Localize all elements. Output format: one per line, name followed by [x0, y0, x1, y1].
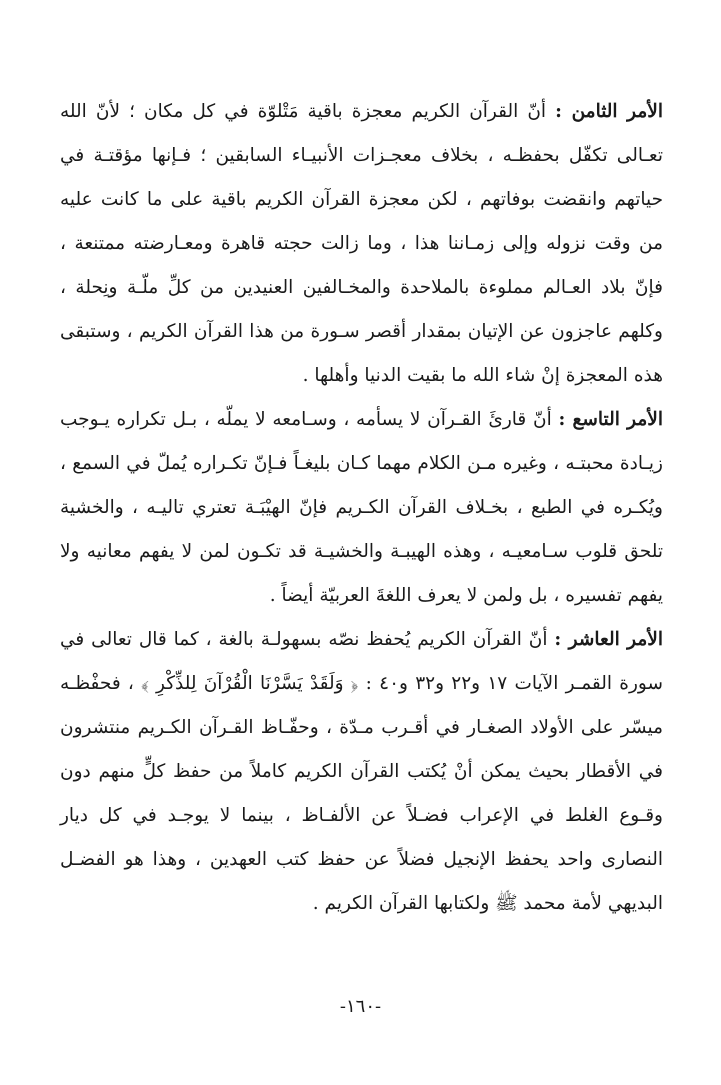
paragraph-text: ﴾ ، فحفْظـه ميسّر على الأولاد الصغـار في أقـرب مـدّة ، وحفّـاظ القـرآن الكـريم منتشرون في الأقطار بحيث يمكن أنْ يُكتب القرآن الكريم كاملاً من حفظ كلٍّ منهم دون وقـوع الغلط في الإعراب فضـلاً عن الألفـاظ ، بينما لا يوجـد في كل ديار النصارى واحد يحفظ الإنجيل فضلاً عن حفظ كتب العهدين ، وهذا هو الفضـل البديهي لأمة محمد ﷺ ولكتابها القرآن الكريم . [60, 673, 663, 914]
paragraph-heading: الأمر العاشر : [554, 629, 663, 650]
paragraph-9 [60, 398, 663, 618]
paragraph-8 [60, 90, 663, 398]
page-number: -١٦٠- [339, 996, 382, 1017]
paragraph-text: أنّ قارئَ القـرآن لا يسأمه ، وسـامعه لا يملّه ، بـل تكراره يـوجب زيـادة محبتـه ، وغيره مـن الكلام مهما كـان بليغـاً فـإنّ تكـراره يُملّ في السمع ، ويُكـره في الطبع ، بخـلاف القرآن الكـريم فإنّ الهيْبَـة تعتري تاليـه ، والخشية تلحق قلوب سـامعيـه ، وهذه الهيبـة والخشيـة قد تكـون لمن لا يفهم معانيه ولا يفهم تفسيره ، بل ولمن لا يعرف اللغةَ العربيّة أيضاً . [60, 409, 663, 606]
paragraph-heading: الأمر الثامن : [555, 101, 663, 122]
paragraph-heading: الأمر التاسع : [558, 409, 663, 430]
paragraph-10 [60, 618, 663, 926]
paragraph-text: أنّ القرآن الكريم يُحفظ نصّه بسهولـة بالغة ، كما قال تعالى في سورة القمـر الآيات ١٧ و٢٢ و٣٢ و٤٠ : ﴿ [60, 629, 663, 694]
body-text [60, 90, 663, 926]
paragraph-text: أنّ القرآن الكريم معجزة باقية مَتْلوّة في كل مكان ؛ لأنّ الله تعـالى تكفّل بحفظـه ، بخلاف معجـزات الأنبيـاء السابقين ؛ فـإنها مؤقتـة في حياتهم وانقضت بوفاتهم ، لكن معجزة القرآن الكريم باقية على ما كانت عليه من وقت نزوله وإلى زمـاننا هذا ، وما زالت حجته قاهرة ومعـارضته ممتنعة ، فإنّ بلاد العـالم مملوءة بالملاحدة والمخـالفين العنيدين من كلِّ ملّـة ونِحلة ، وكلهم عاجزون عن الإتيان بمقدار أقصر سـورة من هذا القرآن الكريم ، وستبقى هذه المعجزة إنْ شاء الله ما بقيت الدنيا وأهلها . [60, 101, 663, 386]
quran-verse: وَلَقَدْ يَسَّرْنَا الْقُرْآنَ لِلذِّكْرِ [155, 673, 344, 694]
